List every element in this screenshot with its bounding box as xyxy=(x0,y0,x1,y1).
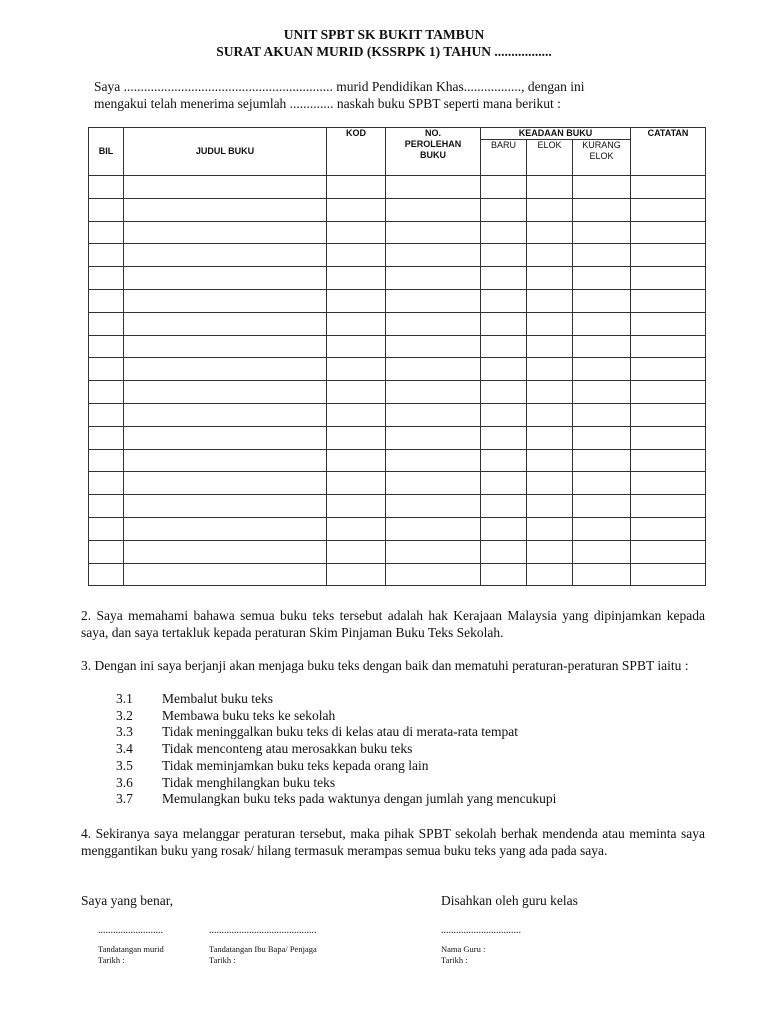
signature-left-label: Saya yang benar, xyxy=(81,893,174,908)
table-cell xyxy=(124,426,327,449)
table-cell xyxy=(124,198,327,221)
table-cell xyxy=(631,289,706,312)
rule-item: 3.2 Membawa buku teks ke sekolah xyxy=(116,707,336,723)
table-cell xyxy=(527,267,573,290)
table-cell xyxy=(527,495,573,518)
table-cell xyxy=(527,289,573,312)
table-cell xyxy=(327,221,386,244)
table-row xyxy=(89,426,706,449)
table-cell xyxy=(631,540,706,563)
table-cell xyxy=(386,472,481,495)
table-cell xyxy=(481,221,527,244)
table-cell xyxy=(386,335,481,358)
table-cell xyxy=(327,449,386,472)
header-kurang-elok: KURANG ELOK xyxy=(573,140,631,176)
table-row xyxy=(89,517,706,540)
student-date-caption: Tarikh : xyxy=(98,955,125,965)
table-cell xyxy=(124,449,327,472)
table-cell xyxy=(481,358,527,381)
table-cell xyxy=(527,381,573,404)
header-bil: BIL xyxy=(89,128,124,176)
teacher-name-caption: Nama Guru : xyxy=(441,944,486,954)
table-cell xyxy=(124,358,327,381)
rule-item: 3.5 Tidak meminjamkan buku teks kepada orang lain xyxy=(116,757,429,773)
table-cell xyxy=(527,426,573,449)
student-signature-caption: Tandatangan murid xyxy=(98,944,164,954)
table-cell xyxy=(481,176,527,199)
table-cell xyxy=(386,312,481,335)
table-cell xyxy=(631,267,706,290)
table-cell xyxy=(327,244,386,267)
table-cell xyxy=(527,198,573,221)
table-row xyxy=(89,495,706,518)
table-cell xyxy=(631,517,706,540)
table-cell xyxy=(124,495,327,518)
table-cell xyxy=(573,267,631,290)
table-cell xyxy=(527,403,573,426)
table-cell xyxy=(386,244,481,267)
table-cell xyxy=(631,198,706,221)
table-cell xyxy=(327,403,386,426)
rule-item: 3.3 Tidak meninggalkan buku teks di kelas atau di merata-rata tempat xyxy=(116,724,519,740)
table-cell xyxy=(527,358,573,381)
table-cell xyxy=(89,244,124,267)
table-cell xyxy=(527,244,573,267)
table-cell xyxy=(89,312,124,335)
parent-date-caption: Tarikh : xyxy=(209,955,236,965)
table-cell xyxy=(573,563,631,586)
table-cell xyxy=(327,426,386,449)
table-cell xyxy=(631,563,706,586)
table-cell xyxy=(631,426,706,449)
table-cell xyxy=(124,312,327,335)
table-cell xyxy=(89,176,124,199)
table-cell xyxy=(573,540,631,563)
table-cell xyxy=(481,449,527,472)
table-cell xyxy=(481,312,527,335)
table-cell xyxy=(527,517,573,540)
table-cell xyxy=(573,381,631,404)
table-cell xyxy=(89,221,124,244)
table-cell xyxy=(481,517,527,540)
paragraph-2: 2. Saya memahami bahawa semua buku teks tersebut adalah hak Kerajaan Malaysia yang dipinjamkan kepada saya, dan saya tertakluk kepada peraturan Skim Pinjaman Buku Teks Sekolah. xyxy=(81,608,705,640)
table-cell xyxy=(124,176,327,199)
table-cell xyxy=(573,517,631,540)
table-cell xyxy=(573,221,631,244)
table-cell xyxy=(481,495,527,518)
table-cell xyxy=(527,176,573,199)
table-cell xyxy=(481,563,527,586)
table-cell xyxy=(527,472,573,495)
table-cell xyxy=(89,540,124,563)
table-row xyxy=(89,563,706,586)
table-cell xyxy=(89,289,124,312)
table-cell xyxy=(124,472,327,495)
table-cell xyxy=(573,335,631,358)
header-no-perolehan: NO. PEROLEHAN BUKU xyxy=(386,128,481,176)
rule-item: 3.7 Memulangkan buku teks pada waktunya dengan jumlah yang mencukupi xyxy=(116,791,557,807)
table-cell xyxy=(386,449,481,472)
table-cell xyxy=(527,221,573,244)
table-cell xyxy=(327,198,386,221)
table-row xyxy=(89,244,706,267)
table-cell xyxy=(631,244,706,267)
table-cell xyxy=(124,289,327,312)
table-cell xyxy=(327,176,386,199)
document-subtitle: SURAT AKUAN MURID (KSSRPK 1) TAHUN ................. xyxy=(216,44,552,59)
table-cell xyxy=(386,221,481,244)
table-cell xyxy=(573,472,631,495)
table-cell xyxy=(573,312,631,335)
table-cell xyxy=(573,426,631,449)
table-cell xyxy=(327,472,386,495)
table-cell xyxy=(327,312,386,335)
table-row xyxy=(89,358,706,381)
table-cell xyxy=(386,495,481,518)
book-table xyxy=(88,127,706,586)
table-cell xyxy=(481,267,527,290)
paragraph-3: 3. Dengan ini saya berjanji akan menjaga buku teks dengan baik dan mematuhi peraturan-peraturan SPBT iaitu : xyxy=(81,658,689,673)
table-cell xyxy=(573,244,631,267)
table-cell xyxy=(89,403,124,426)
table-cell xyxy=(573,289,631,312)
header-elok: ELOK xyxy=(527,140,573,176)
rule-item: 3.4 Tidak menconteng atau merosakkan buku teks xyxy=(116,741,413,757)
table-cell xyxy=(386,198,481,221)
table-row xyxy=(89,312,706,335)
table-cell xyxy=(631,381,706,404)
table-cell xyxy=(386,403,481,426)
table-row xyxy=(89,449,706,472)
table-cell xyxy=(631,335,706,358)
table-cell xyxy=(386,540,481,563)
table-cell xyxy=(386,381,481,404)
table-cell xyxy=(89,358,124,381)
table-cell xyxy=(124,381,327,404)
document-title: UNIT SPBT SK BUKIT TAMBUN xyxy=(283,27,485,42)
table-cell xyxy=(631,449,706,472)
table-cell xyxy=(327,381,386,404)
table-cell xyxy=(631,176,706,199)
student-signature-line: .......................... xyxy=(98,925,163,936)
table-cell xyxy=(124,517,327,540)
table-cell xyxy=(327,358,386,381)
table-row xyxy=(89,267,706,290)
table-cell xyxy=(386,289,481,312)
table-cell xyxy=(527,312,573,335)
table-cell xyxy=(327,517,386,540)
table-cell xyxy=(481,426,527,449)
table-cell xyxy=(386,267,481,290)
table-cell xyxy=(89,563,124,586)
table-row xyxy=(89,540,706,563)
table-cell xyxy=(481,198,527,221)
table-cell xyxy=(386,358,481,381)
table-row xyxy=(89,381,706,404)
table-cell xyxy=(124,267,327,290)
table-row xyxy=(89,176,706,199)
table-row xyxy=(89,335,706,358)
table-cell xyxy=(124,244,327,267)
table-cell xyxy=(631,312,706,335)
header-judul-buku: JUDUL BUKU xyxy=(124,128,327,176)
table-cell xyxy=(573,403,631,426)
table-cell xyxy=(631,403,706,426)
table-row xyxy=(89,221,706,244)
table-cell xyxy=(573,495,631,518)
table-cell xyxy=(527,540,573,563)
parent-signature-caption: Tandatangan Ibu Bapa/ Penjaga xyxy=(209,944,317,954)
table-cell xyxy=(481,540,527,563)
paragraph-4: 4. Sekiranya saya melanggar peraturan tersebut, maka pihak SPBT sekolah berhak mendenda atau meminta saya menggantikan buku yang rosak/ hilang termasuk merampas semua buku teks yang ada pada saya. xyxy=(81,826,705,858)
rules-list xyxy=(116,691,556,808)
table-cell xyxy=(124,221,327,244)
table-row xyxy=(89,198,706,221)
table-cell xyxy=(327,540,386,563)
table-cell xyxy=(124,403,327,426)
header-keadaan-buku: KEADAAN BUKU xyxy=(481,128,631,140)
table-cell xyxy=(631,358,706,381)
table-cell xyxy=(89,267,124,290)
table-cell xyxy=(327,495,386,518)
rule-item: 3.1 Membalut buku teks xyxy=(116,691,273,706)
table-cell xyxy=(89,517,124,540)
table-cell xyxy=(327,289,386,312)
table-row xyxy=(89,472,706,495)
table-cell xyxy=(573,198,631,221)
table-cell xyxy=(327,267,386,290)
table-row xyxy=(89,289,706,312)
table-cell xyxy=(631,495,706,518)
table-cell xyxy=(481,381,527,404)
table-cell xyxy=(89,335,124,358)
table-row xyxy=(89,403,706,426)
table-cell xyxy=(573,176,631,199)
table-cell xyxy=(89,472,124,495)
table-cell xyxy=(481,403,527,426)
table-cell xyxy=(124,563,327,586)
table-cell xyxy=(327,563,386,586)
table-body xyxy=(89,176,706,586)
table-cell xyxy=(386,517,481,540)
parent-signature-line: ........................................... xyxy=(209,925,317,936)
table-cell xyxy=(631,221,706,244)
teacher-signature-line: ................................ xyxy=(441,925,521,936)
table-cell xyxy=(527,449,573,472)
table-cell xyxy=(527,563,573,586)
intro-line-1: Saya .............................................................. murid Pendidikan Khas................., dengan ini xyxy=(94,79,585,94)
teacher-date-caption: Tarikh : xyxy=(441,955,468,965)
table-cell xyxy=(89,426,124,449)
header-catatan: CATATAN xyxy=(631,128,706,176)
intro-line-2: mengakui telah menerima sejumlah ............. naskah buku SPBT seperti mana berikut : xyxy=(94,96,561,111)
table-cell xyxy=(327,335,386,358)
header-baru: BARU xyxy=(481,140,527,176)
table-cell xyxy=(481,289,527,312)
table-cell xyxy=(631,472,706,495)
table-cell xyxy=(386,176,481,199)
table-cell xyxy=(481,335,527,358)
table-cell xyxy=(573,358,631,381)
rule-item: 3.6 Tidak menghilangkan buku teks xyxy=(116,774,336,790)
table-cell xyxy=(124,540,327,563)
table-cell xyxy=(89,198,124,221)
table-cell xyxy=(89,381,124,404)
table-cell xyxy=(481,244,527,267)
signature-right-label: Disahkan oleh guru kelas xyxy=(441,893,578,908)
table-cell xyxy=(386,426,481,449)
table-cell xyxy=(89,449,124,472)
table-cell xyxy=(481,472,527,495)
table-cell xyxy=(89,495,124,518)
header-kod: KOD xyxy=(327,128,386,176)
table-cell xyxy=(573,449,631,472)
table-cell xyxy=(386,563,481,586)
table-cell xyxy=(527,335,573,358)
table-cell xyxy=(124,335,327,358)
